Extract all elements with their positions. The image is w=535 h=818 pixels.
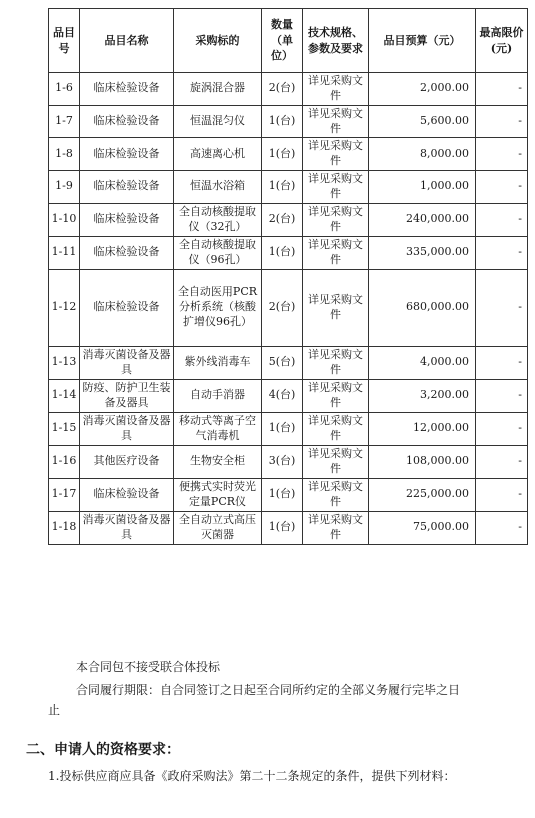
cell-item-category: 临床检验设备 [80,73,174,106]
cell-item-category: 临床检验设备 [80,171,174,204]
cell-max-price: - [476,203,528,236]
cell-max-price: - [476,171,528,204]
cell-budget: 3,200.00 [369,379,476,412]
cell-procurement-target: 生物安全柜 [174,445,262,478]
cell-item-no: 1-7 [49,105,80,138]
cell-quantity: 1(台) [262,478,303,511]
cell-procurement-target: 紫外线消毒车 [174,346,262,379]
cell-item-category: 防疫、防护卫生装备及器具 [80,379,174,412]
table-row [49,236,528,269]
cell-quantity: 1(台) [262,412,303,445]
cell-spec: 详见采购文件 [303,203,369,236]
cell-budget: 4,000.00 [369,346,476,379]
cell-budget: 108,000.00 [369,445,476,478]
cell-spec: 详见采购文件 [303,105,369,138]
cell-quantity: 2(台) [262,269,303,346]
table-header-row [49,9,528,73]
cell-item-category: 消毒灭菌设备及器具 [80,511,174,544]
table-row [49,346,528,379]
cell-item-category: 临床检验设备 [80,478,174,511]
cell-item-category: 临床检验设备 [80,138,174,171]
cell-max-price: - [476,412,528,445]
cell-spec: 详见采购文件 [303,346,369,379]
cell-max-price: - [476,105,528,138]
cell-item-category: 临床检验设备 [80,236,174,269]
cell-item-no: 1-6 [49,73,80,106]
cell-item-no: 1-16 [49,445,80,478]
cell-max-price: - [476,236,528,269]
header-procurement-target: 采购标的 [174,9,262,73]
cell-procurement-target: 旋涡混合器 [174,73,262,106]
cell-max-price: - [476,511,528,544]
cell-item-no: 1-9 [49,171,80,204]
cell-budget: 680,000.00 [369,269,476,346]
cell-item-no: 1-11 [49,236,80,269]
cell-procurement-target: 便携式实时荧光定量PCR仪 [174,478,262,511]
cell-quantity: 1(台) [262,511,303,544]
cell-spec: 详见采购文件 [303,412,369,445]
contract-period-line2: 止 [48,703,61,717]
table-row [49,511,528,544]
header-spec: 技术规格、参数及要求 [303,9,369,73]
cell-spec: 详见采购文件 [303,269,369,346]
cell-item-category: 临床检验设备 [80,105,174,138]
table-row [49,138,528,171]
consortium-note: 本合同包不接受联合体投标 [76,660,221,674]
cell-procurement-target: 全自动核酸提取仪（32孔） [174,203,262,236]
cell-item-category: 其他医疗设备 [80,445,174,478]
cell-budget: 225,000.00 [369,478,476,511]
cell-max-price: - [476,346,528,379]
cell-item-no: 1-8 [49,138,80,171]
cell-spec: 详见采购文件 [303,478,369,511]
cell-quantity: 5(台) [262,346,303,379]
header-budget: 品目预算（元） [369,9,476,73]
cell-item-category: 临床检验设备 [80,203,174,236]
cell-procurement-target: 自动手消器 [174,379,262,412]
table-row [49,379,528,412]
contract-period-line1: 合同履行期限：自合同签订之日起至合同所约定的全部义务履行完毕之日 [76,683,461,697]
cell-procurement-target: 全自动立式高压灭菌器 [174,511,262,544]
cell-spec: 详见采购文件 [303,511,369,544]
cell-procurement-target: 高速离心机 [174,138,262,171]
cell-budget: 335,000.00 [369,236,476,269]
cell-quantity: 4(台) [262,379,303,412]
cell-item-no: 1-12 [49,269,80,346]
cell-quantity: 2(台) [262,203,303,236]
cell-procurement-target: 移动式等离子空气消毒机 [174,412,262,445]
qualification-item-1: 1.投标供应商应具备《政府采购法》第二十二条规定的条件，提供下列材料： [48,769,456,783]
cell-quantity: 1(台) [262,138,303,171]
cell-item-no: 1-17 [49,478,80,511]
cell-procurement-target: 全自动核酸提取仪（96孔） [174,236,262,269]
cell-item-no: 1-15 [49,412,80,445]
cell-item-no: 1-14 [49,379,80,412]
cell-spec: 详见采购文件 [303,236,369,269]
cell-quantity: 1(台) [262,236,303,269]
cell-item-category: 临床检验设备 [80,269,174,346]
cell-spec: 详见采购文件 [303,445,369,478]
cell-budget: 240,000.00 [369,203,476,236]
table-row [49,171,528,204]
cell-item-category: 消毒灭菌设备及器具 [80,412,174,445]
cell-item-category: 消毒灭菌设备及器具 [80,346,174,379]
cell-spec: 详见采购文件 [303,138,369,171]
section-heading-qualifications: 二、申请人的资格要求： [26,742,180,758]
table-row [49,203,528,236]
table-row [49,269,528,346]
cell-max-price: - [476,73,528,106]
table-row [49,412,528,445]
cell-spec: 详见采购文件 [303,73,369,106]
cell-procurement-target: 恒温水浴箱 [174,171,262,204]
cell-max-price: - [476,445,528,478]
cell-item-no: 1-18 [49,511,80,544]
cell-budget: 12,000.00 [369,412,476,445]
cell-budget: 1,000.00 [369,171,476,204]
cell-quantity: 1(台) [262,171,303,204]
cell-item-no: 1-13 [49,346,80,379]
header-quantity: 数量（单位） [262,9,303,73]
cell-max-price: - [476,138,528,171]
cell-item-no: 1-10 [49,203,80,236]
cell-quantity: 1(台) [262,105,303,138]
table-row [49,105,528,138]
cell-quantity: 3(台) [262,445,303,478]
cell-spec: 详见采购文件 [303,171,369,204]
cell-max-price: - [476,478,528,511]
cell-max-price: - [476,269,528,346]
cell-budget: 8,000.00 [369,138,476,171]
header-item-no: 品目号 [49,9,80,73]
procurement-items-table [48,8,528,545]
table-row [49,445,528,478]
cell-procurement-target: 恒温混匀仪 [174,105,262,138]
header-max-price: 最高限价(元) [476,9,528,73]
cell-spec: 详见采购文件 [303,379,369,412]
table-row [49,478,528,511]
cell-procurement-target: 全自动医用PCR分析系统（核酸扩增仪96孔） [174,269,262,346]
cell-max-price: - [476,379,528,412]
header-item-category: 品目名称 [80,9,174,73]
cell-budget: 5,600.00 [369,105,476,138]
cell-budget: 2,000.00 [369,73,476,106]
cell-quantity: 2(台) [262,73,303,106]
cell-budget: 75,000.00 [369,511,476,544]
table-row [49,73,528,106]
